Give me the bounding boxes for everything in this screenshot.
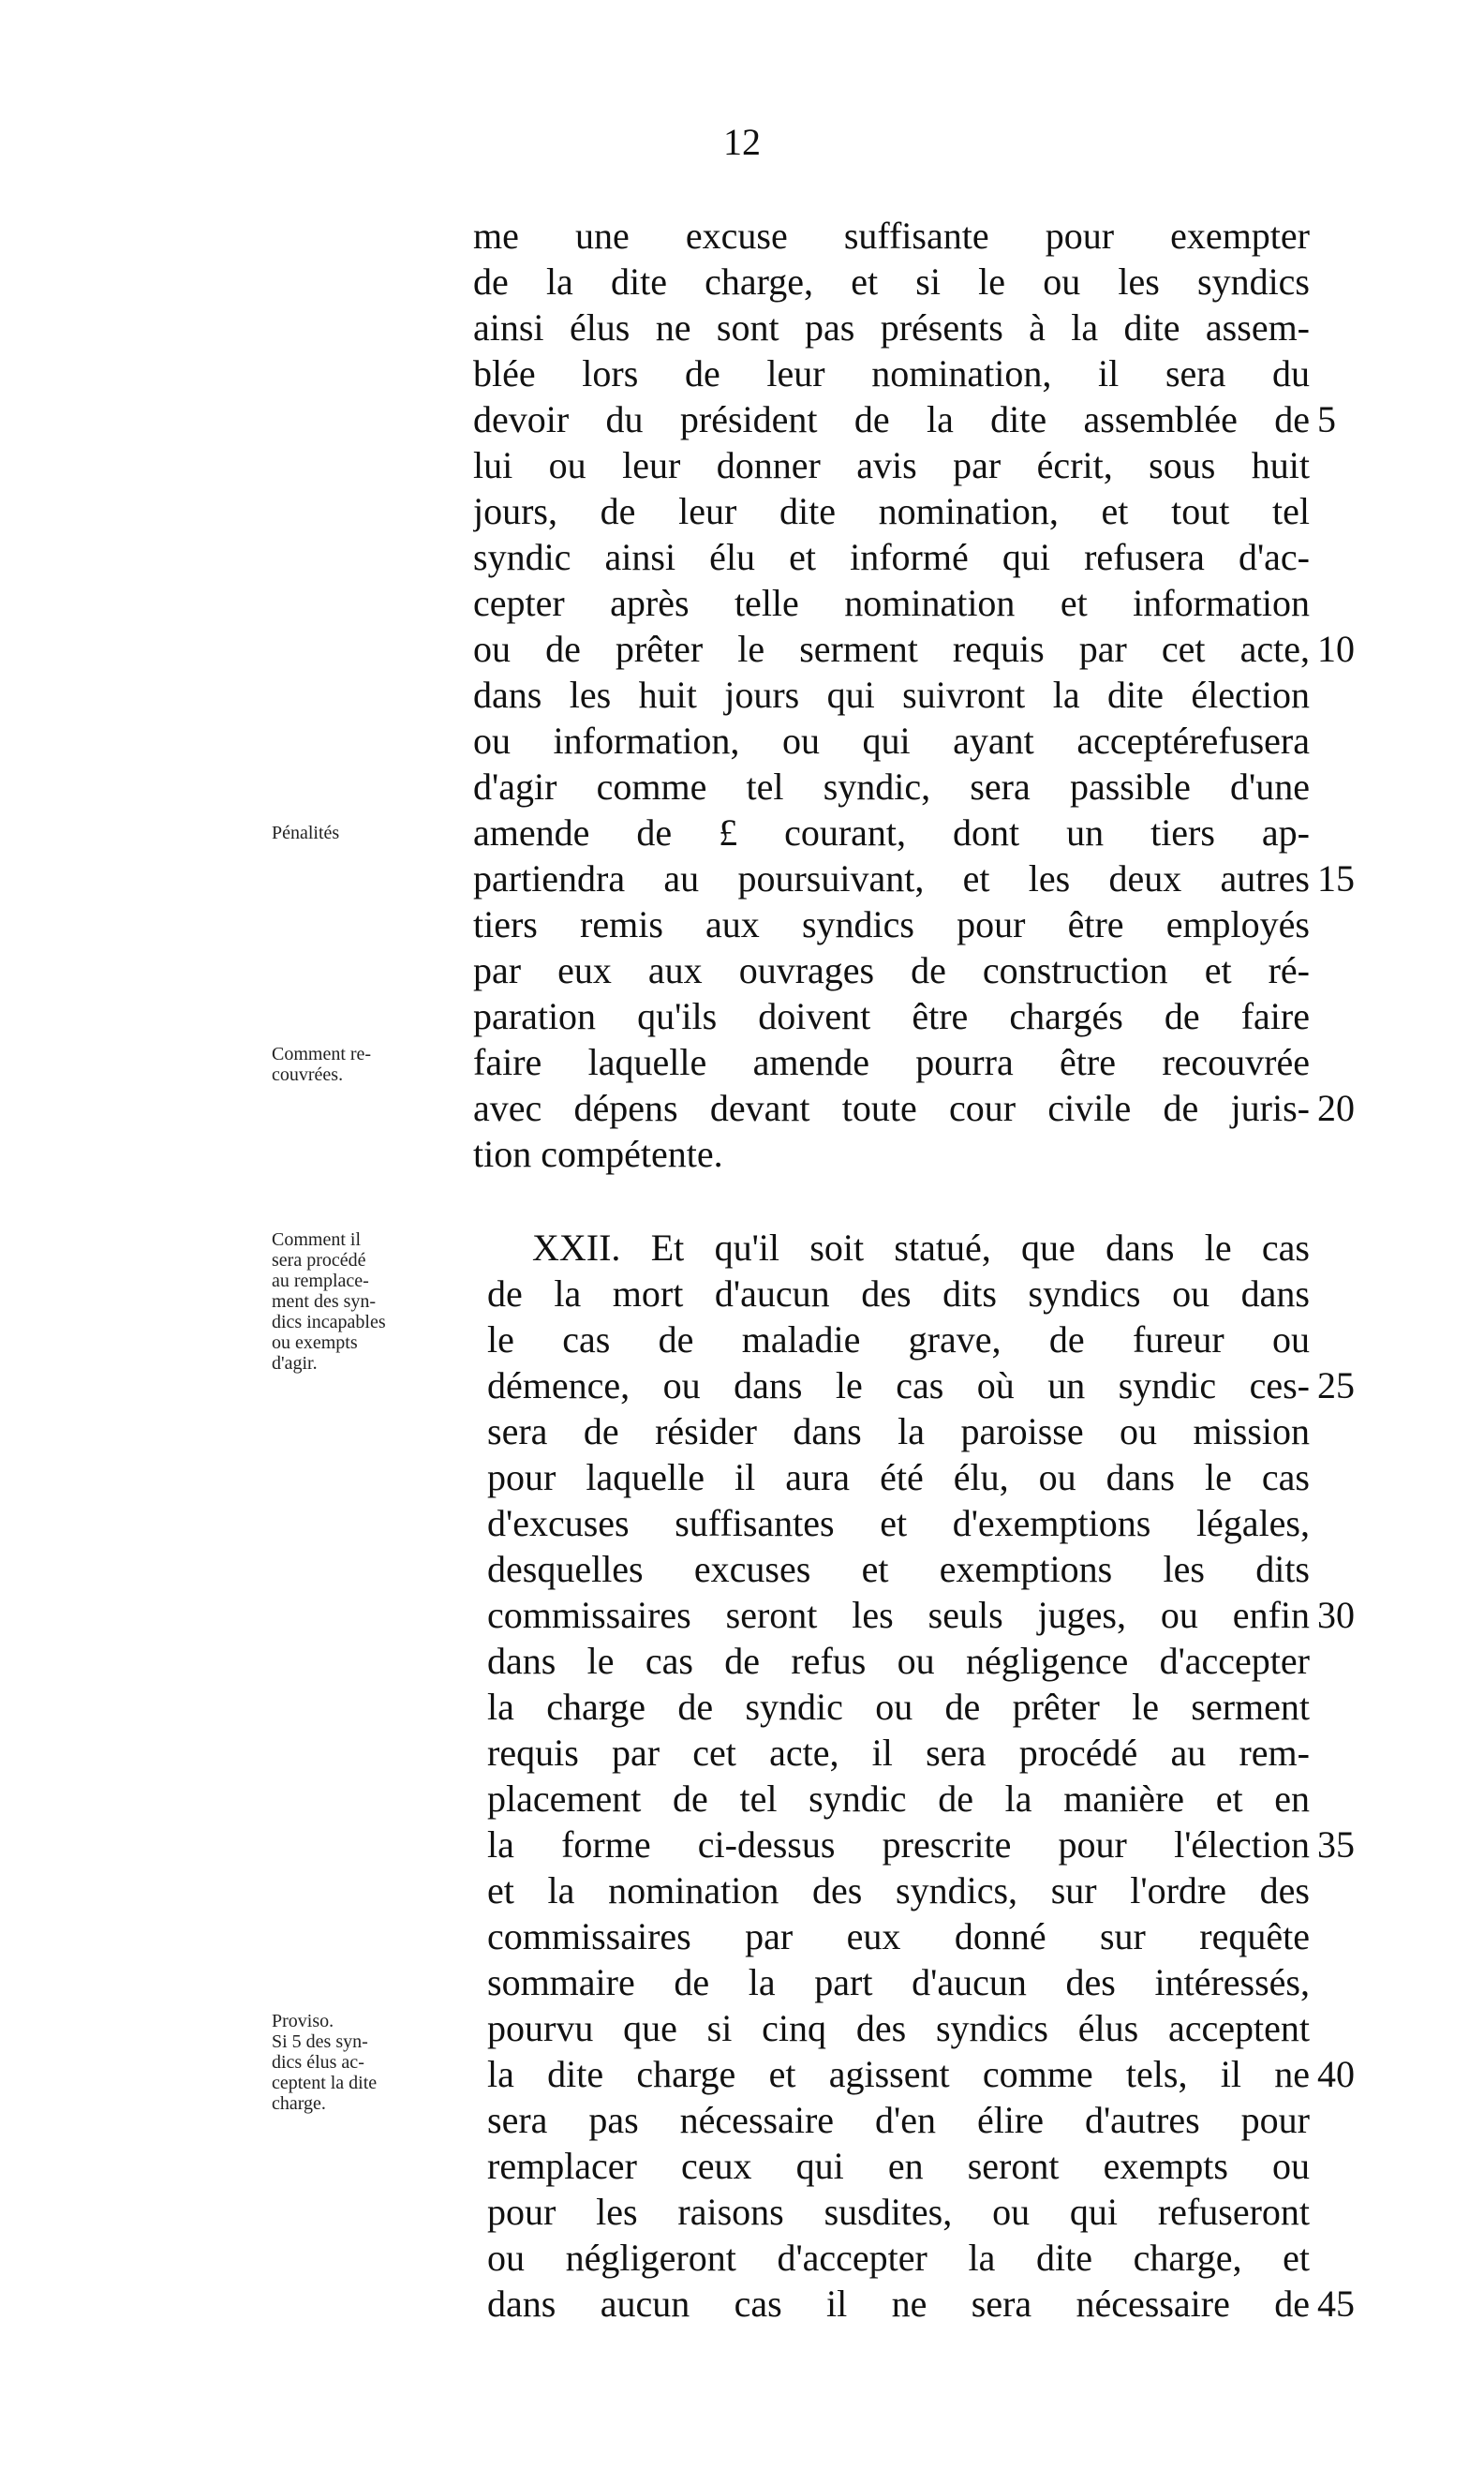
text-line: avec dépens devant toute cour civile de juris-	[473, 1087, 1310, 1129]
text-line: pour laquelle il aura été élu, ou dans le cas	[487, 1456, 1310, 1498]
text-line: ou information, ou qui ayant acceptérefusera	[473, 720, 1310, 762]
line-number: 15	[1317, 857, 1355, 900]
text-line: faire laquelle amende pourra être recouvrée	[473, 1041, 1310, 1083]
text-line: requis par cet acte, il sera procédé au rem-	[487, 1732, 1310, 1774]
margin-note-line: Si 5 des syn-	[272, 2031, 368, 2052]
text-line: d'excuses suffisantes et d'exemptions légales,	[487, 1502, 1310, 1544]
line-number: 10	[1317, 628, 1355, 670]
margin-note-line: au remplace-	[272, 1271, 369, 1291]
text-line: le cas de maladie grave, de fureur ou	[487, 1318, 1310, 1361]
margin-note-line: charge.	[272, 2093, 326, 2114]
margin-note-line: couvrées.	[272, 1064, 344, 1085]
text-line: de la mort d'aucun des dits syndics ou dans	[487, 1272, 1310, 1315]
text-line: desquelles excuses et exemptions les dits	[487, 1548, 1310, 1590]
text-line: placement de tel syndic de la manière et en	[487, 1777, 1310, 1820]
text-line: dans les huit jours qui suivront la dite élection	[473, 674, 1310, 716]
margin-note-line: d'agir.	[272, 1353, 318, 1374]
text-line: amende de £ courant, dont un tiers ap-	[473, 811, 1310, 854]
text-line: et la nomination des syndics, sur l'ordre des	[487, 1869, 1310, 1911]
margin-note-line: dics incapables	[272, 1312, 386, 1332]
text-line: tion compétente.	[473, 1133, 723, 1175]
text-line: démence, ou dans le cas où un syndic ces-	[487, 1364, 1310, 1406]
margin-note-line: ceptent la dite	[272, 2073, 378, 2093]
line-number: 45	[1317, 2283, 1355, 2325]
text-line: dans le cas de refus ou négligence d'accepter	[487, 1640, 1310, 1682]
text-line: sera pas nécessaire d'en élire d'autres pour	[487, 2099, 1310, 2141]
text-line: la charge de syndic ou de prêter le serment	[487, 1686, 1310, 1728]
margin-note-line: ment des syn-	[272, 1291, 377, 1312]
text-line: pour les raisons susdites, ou qui refuseront	[487, 2191, 1310, 2233]
text-line: dans aucun cas il ne sera nécessaire de	[487, 2283, 1310, 2325]
text-line: sommaire de la part d'aucun des intéressés,	[487, 1961, 1310, 2003]
line-number: 30	[1317, 1594, 1355, 1636]
text-line: remplacer ceux qui en seront exempts ou	[487, 2145, 1310, 2187]
text-line: partiendra au poursuivant, et les deux autres	[473, 857, 1310, 900]
text-line: ou de prêter le serment requis par cet acte,	[473, 628, 1310, 670]
line-number: 35	[1317, 1823, 1355, 1866]
margin-note-recouvrees	[272, 1044, 468, 1085]
text-line: blée lors de leur nomination, il sera du	[473, 352, 1310, 394]
text-line: sera de résider dans la paroisse ou mission	[487, 1410, 1310, 1452]
text-line: devoir du président de la dite assemblée de	[473, 398, 1310, 440]
text-line: commissaires seront les seuls juges, ou enfin	[487, 1594, 1310, 1636]
text-line: cepter après telle nomination et information	[473, 582, 1310, 624]
margin-note-line: Comment re-	[272, 1044, 372, 1064]
margin-note-line: Proviso.	[272, 2011, 334, 2031]
text-line: syndic ainsi élu et informé qui refusera d'ac-	[473, 536, 1310, 578]
text-line: de la dite charge, et si le ou les syndics	[473, 260, 1310, 303]
line-number: 20	[1317, 1087, 1355, 1129]
text-line: ainsi élus ne sont pas présents à la dite assem-	[473, 306, 1310, 349]
line-number: 5	[1317, 398, 1336, 440]
text-line: ou négligeront d'accepter la dite charge, et	[487, 2237, 1310, 2279]
text-line: la forme ci-dessus prescrite pour l'élection	[487, 1823, 1310, 1866]
section-heading-line: XXII. Et qu'il soit statué, que dans le cas	[532, 1227, 1310, 1269]
text-line: tiers remis aux syndics pour être employés	[473, 903, 1310, 945]
text-line: par eux aux ouvrages de construction et ré-	[473, 949, 1310, 991]
text-line: me une excuse suffisante pour exempter	[473, 215, 1310, 257]
text-line: lui ou leur donner avis par écrit, sous huit	[473, 444, 1310, 486]
margin-note-line: sera procédé	[272, 1250, 366, 1271]
line-number: 25	[1317, 1364, 1355, 1406]
page-number: 12	[723, 121, 761, 163]
margin-note-line: Comment il	[272, 1229, 361, 1250]
margin-note-line: ou exempts	[272, 1332, 358, 1353]
margin-note-remplacement	[272, 1229, 468, 1374]
line-number: 40	[1317, 2053, 1355, 2095]
margin-note-line: dics élus ac-	[272, 2052, 364, 2073]
text-line: commissaires par eux donné sur requête	[487, 1915, 1310, 1957]
text-line: jours, de leur dite nomination, et tout tel	[473, 490, 1310, 532]
text-line: la dite charge et agissent comme tels, il ne	[487, 2053, 1310, 2095]
text-line: d'agir comme tel syndic, sera passible d'une	[473, 766, 1310, 808]
text-line: paration qu'ils doivent être chargés de faire	[473, 995, 1310, 1037]
text-line: pourvu que si cinq des syndics élus acceptent	[487, 2007, 1310, 2049]
margin-note-line: Pénalités	[272, 823, 340, 843]
margin-note-proviso	[272, 2011, 468, 2114]
margin-note-penalites	[272, 823, 468, 843]
